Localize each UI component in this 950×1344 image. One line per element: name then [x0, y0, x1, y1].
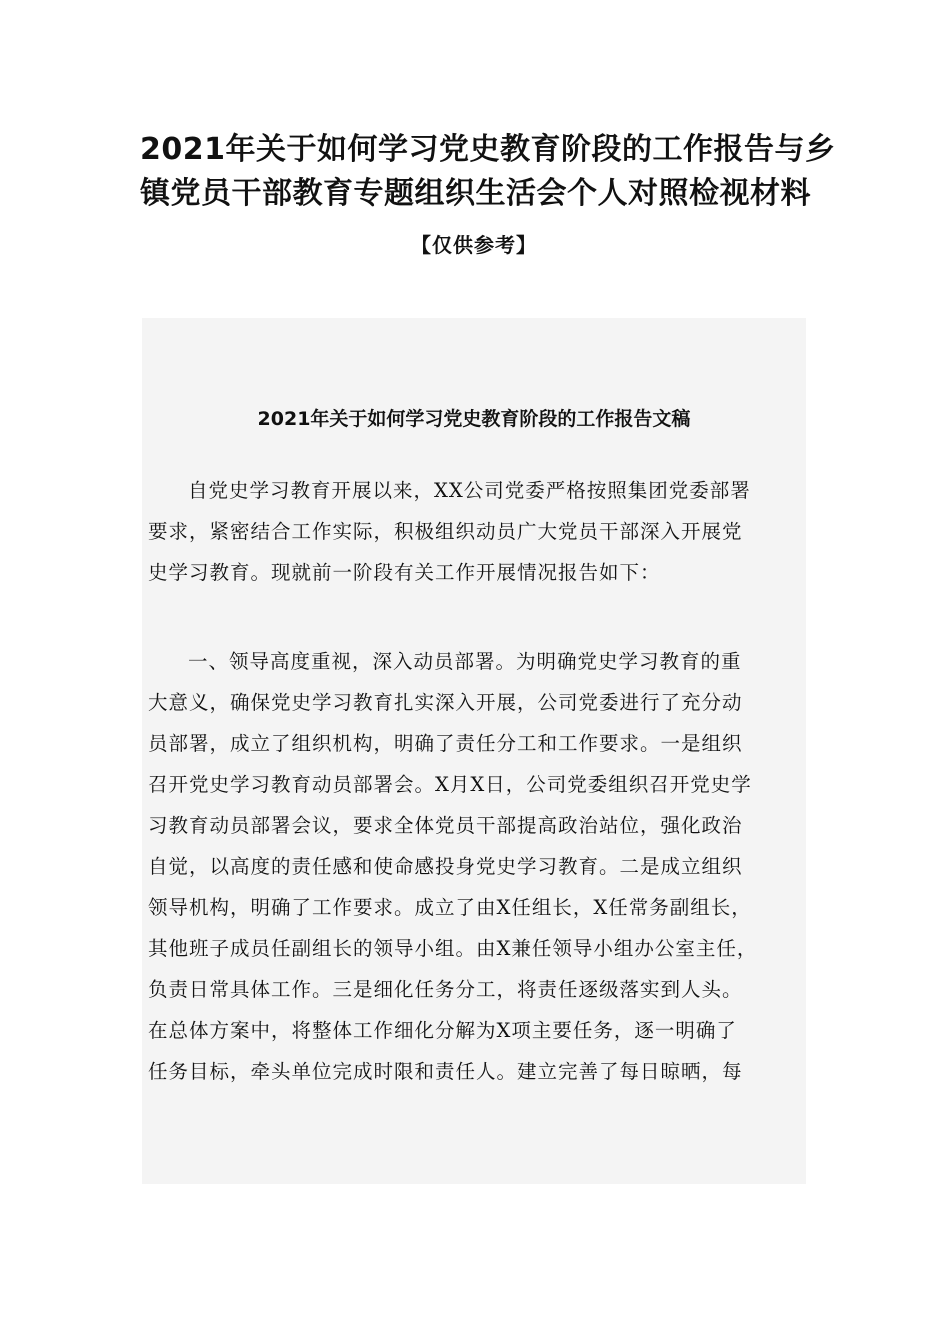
- document-title-line-2: 镇党员干部教育专题组织生活会个人对照检视材料: [140, 176, 811, 211]
- paragraph-line: 自党史学习教育开展以来，XX公司党委严格按照集团党委部署: [188, 479, 751, 502]
- content-panel: [142, 318, 806, 1184]
- paragraph-line: 自觉，以高度的责任感和使命感投身党史学习教育。二是成立组织: [148, 855, 743, 878]
- paragraph-line: 习教育动员部署会议，要求全体党员干部提高政治站位，强化政治: [148, 814, 743, 837]
- paragraph-line: 任务目标，牵头单位完成时限和责任人。建立完善了每日晾晒，每: [148, 1060, 743, 1083]
- reference-note: 【仅供参考】: [411, 233, 537, 257]
- paragraph-line: 负责日常具体工作。三是细化任务分工，将责任逐级落实到人头。: [148, 978, 743, 1001]
- paragraph-line: 要求，紧密结合工作实际，积极组织动员广大党员干部深入开展党: [148, 520, 743, 543]
- paragraph-line: 一、领导高度重视，深入动员部署。为明确党史学习教育的重: [188, 650, 742, 673]
- paragraph-line: 在总体方案中，将整体工作细化分解为X项主要任务，逐一明确了: [148, 1019, 737, 1042]
- paragraph-line: 其他班子成员任副组长的领导小组。由X兼任领导小组办公室主任，: [148, 937, 758, 960]
- body-paragraph: [148, 641, 804, 1092]
- paragraph-line: 领导机构，明确了工作要求。成立了由X任组长，X任常务副组长，: [148, 896, 752, 919]
- paragraph-line: 召开党史学习教育动员部署会。X月X日，公司党委组织召开党史学: [148, 773, 752, 796]
- document-title-line-1: 2021年关于如何学习党史教育阶段的工作报告与乡: [140, 132, 836, 167]
- intro-paragraph: [148, 470, 804, 593]
- paragraph-line: 员部署，成立了组织机构，明确了责任分工和工作要求。一是组织: [148, 732, 743, 755]
- section-title: 2021年关于如何学习党史教育阶段的工作报告文稿: [257, 408, 691, 430]
- document-title: [140, 128, 836, 216]
- paragraph-line: 大意义，确保党史学习教育扎实深入开展，公司党委进行了充分动: [148, 691, 743, 714]
- paragraph-line: 史学习教育。现就前一阶段有关工作开展情况报告如下：: [148, 561, 661, 584]
